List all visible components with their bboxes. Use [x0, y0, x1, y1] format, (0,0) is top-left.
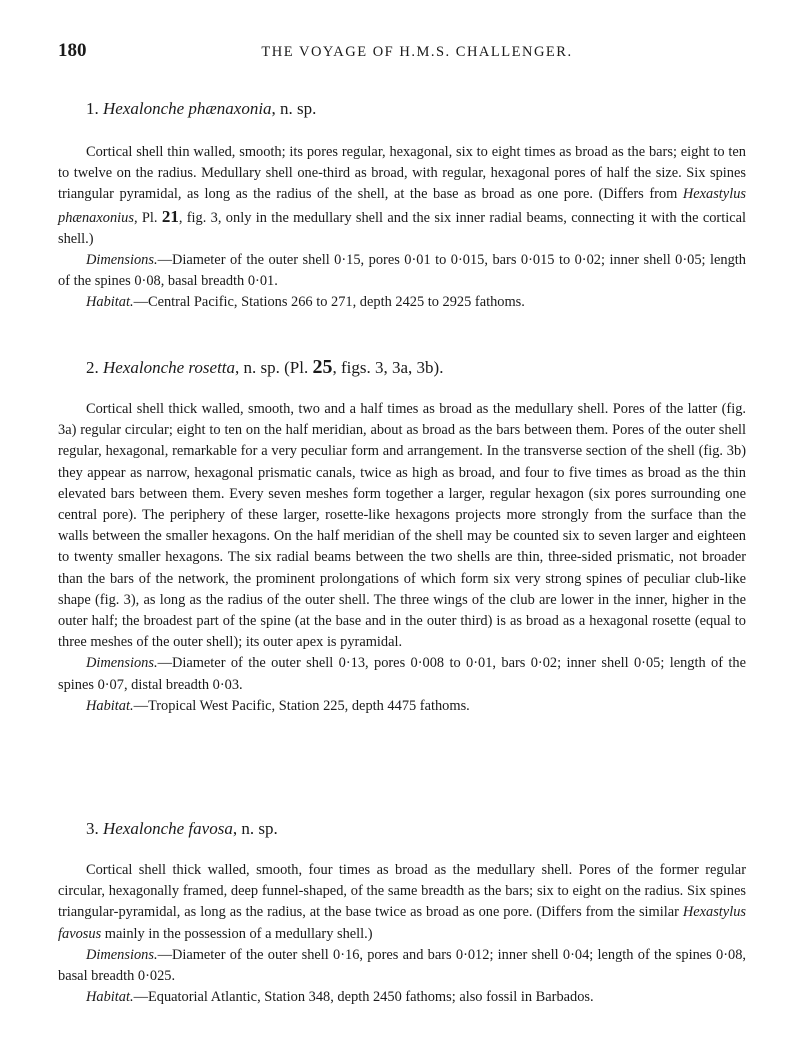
- species-heading: [86, 98, 746, 120]
- plate-number: 21: [161, 206, 179, 226]
- habitat-text: —Central Pacific, Stations 266 to 271, depth 2425 to 2925 fathoms.: [133, 294, 525, 311]
- habitat-label: Habitat.: [86, 697, 134, 714]
- dimensions-text: —Diameter of the outer shell 0·16, pores and bars 0·012; inner shell 0·04; length of the spines 0·08, basal breadth 0·025.: [58, 946, 746, 985]
- referenced-species: Hexastylus phænaxonius: [58, 186, 746, 226]
- heading-tail: , figs. 3, 3a, 3b).: [332, 358, 444, 377]
- dimensions-text: —Diameter of the outer shell 0·13, pores 0·008 to 0·01, bars 0·02; inner shell 0·05; length of the spines 0·07, distal breadth 0·03.: [58, 655, 746, 693]
- species-name: Hexalonche phænaxonia: [103, 99, 272, 118]
- species-name: Hexalonche rosetta: [103, 358, 236, 377]
- habitat-paragraph: [58, 292, 746, 313]
- species-entry-2: [58, 356, 746, 717]
- book-page: [58, 40, 746, 1006]
- species-number: 2.: [86, 358, 99, 377]
- plate-number: 25: [312, 356, 333, 378]
- dimensions-paragraph: [58, 250, 746, 292]
- species-heading: [86, 356, 746, 379]
- description-text: Cortical shell thick walled, smooth, four times as broad as the medullary shell. Pores of the former regular circular, hexagonally framed, deep funnel-shaped, of the same breadth as the bars; six to eight on the radius. Six spines triangular-pyramidal, as long as the radius, at the base twice as broad as one pore. (Differs from the similar: [58, 862, 746, 921]
- page-number: 180: [58, 40, 87, 61]
- running-title: THE VOYAGE OF H.M.S. CHALLENGER.: [261, 44, 573, 60]
- dimensions-label: Dimensions.: [86, 252, 158, 269]
- species-entry-1: [58, 98, 746, 314]
- habitat-text: —Equatorial Atlantic, Station 348, depth 2450 fathoms; also fossil in Barbados.: [133, 989, 594, 1006]
- dimensions-text: —Diameter of the outer shell 0·15, pores 0·01 to 0·015, bars 0·015 to 0·02; inner shell 0·05; length of the spines 0·08, basal breadth 0·01.: [58, 252, 746, 290]
- species-number: 3.: [86, 819, 99, 838]
- dimensions-label: Dimensions.: [86, 946, 158, 963]
- habitat-label: Habitat.: [86, 989, 134, 1006]
- species-number: 1.: [86, 99, 99, 118]
- dimensions-paragraph: [58, 945, 746, 987]
- habitat-paragraph: [58, 987, 746, 1008]
- habitat-text: —Tropical West Pacific, Station 225, depth 4475 fathoms.: [133, 697, 470, 714]
- referenced-species: Hexastylus favosus: [58, 904, 746, 942]
- species-name: Hexalonche favosa: [103, 819, 233, 838]
- species-description: [58, 142, 746, 250]
- habitat-paragraph: [58, 696, 746, 717]
- dimensions-label: Dimensions.: [86, 655, 158, 672]
- species-description: Cortical shell thick walled, smooth, two and a half times as broad as the medullary shell. Pores of the latter (fig. 3a) regular circular; eight to ten on the half meridian, about as broad as the bars between them. Pores of the outer shell regular, hexagonal, remarkable for a very peculiar form and arrangement. In the transverse section of the shell (fig. 3b) they appear as narrow, hexagonal prismatic canals, twice as high as broad, and four to five times as broad as the thin elevated bars between them. Every seven meshes form together a larger, regular hexagon (six pores surrounding one central pore). The periphery of these larger, rosette-like hexagons projects more strongly from the surface than the walls between the smaller hexagons. On the half meridian of the shell may be counted six to seven larger and eighteen to twenty smaller hexagons. The six radial beams between the two shells are thin, three-sided prismatic, not broader than the bars of the network, the prominent prolongations of which form six very strong spines of peculiar club-like shape (fig. 3), as long as the radius of the outer shell. The three wings of the club are lower in the inner, higher in the outer half; the broadest part of the spine (at the base and in the outer third) is as broad as a hexagonal rosette (equal to three meshes of the outer shell); its outer apex is pyramidal.: [58, 401, 746, 651]
- species-description: [58, 860, 746, 945]
- species-suffix: , n. sp.: [271, 99, 317, 118]
- description-text: Cortical shell thin walled, smooth; its pores regular, hexagonal, six to eight times as broad as the bars; eight to ten to twelve on the radius. Medullary shell one-third as broad, with regular, hexagonal pores of half the size. Six spines triangular pyramidal, as long as the radius of the shell, at the base as broad as one pore. (Differs from: [58, 144, 746, 203]
- description-text: , Pl.: [133, 209, 162, 226]
- species-entry-3: [58, 818, 746, 1008]
- species-heading: [86, 818, 746, 840]
- running-head: [58, 40, 746, 70]
- description-text: mainly in the possession of a medullary shell.): [101, 925, 373, 942]
- habitat-label: Habitat.: [86, 294, 134, 311]
- description-text: , fig. 3, only in the medullary shell and the six inner radial beams, connecting it with the cortical shell.): [58, 209, 746, 247]
- species-suffix: , n. sp.: [232, 819, 278, 838]
- species-suffix: , n. sp. (Pl.: [235, 358, 313, 377]
- dimensions-paragraph: [58, 653, 746, 695]
